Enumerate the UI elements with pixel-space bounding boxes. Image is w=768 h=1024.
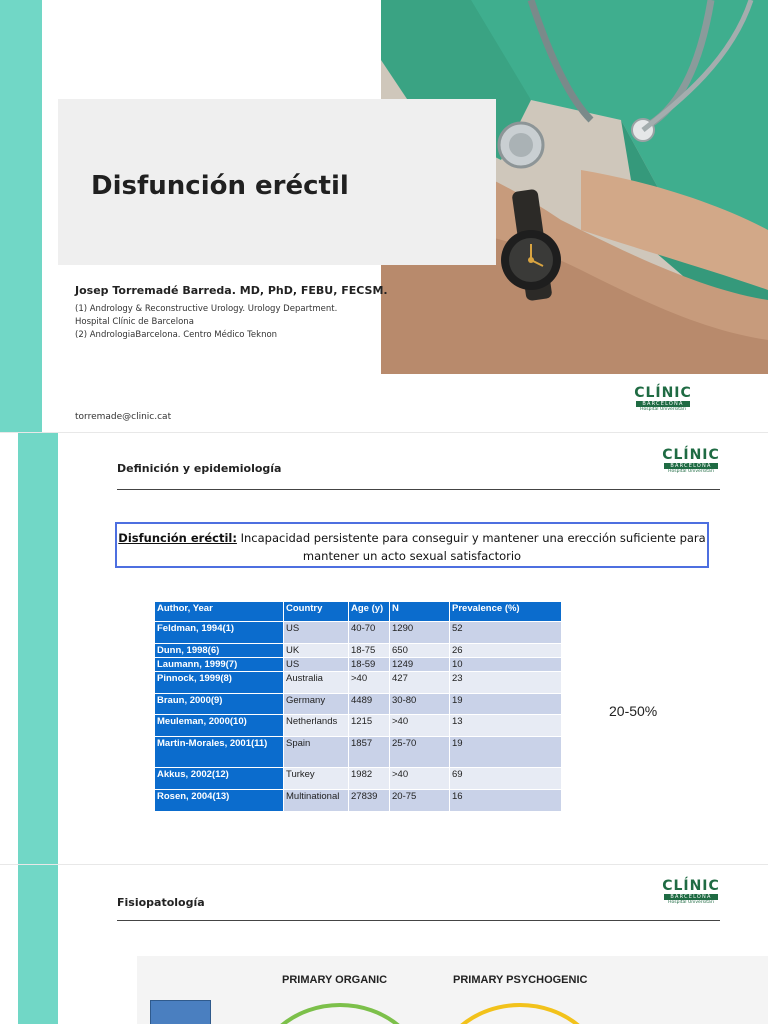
teal-accent-bar: [18, 433, 58, 864]
clinic-logo-sub: Hospital Universitari: [668, 900, 714, 905]
table-cell: 18-59: [349, 658, 390, 672]
table-row: [155, 768, 562, 790]
author-name: Josep Torremadé Barreda. MD, PhD, FEBU, FECSM.: [75, 284, 388, 297]
affiliation-line: (2) AndrologiaBarcelona. Centro Médico Teknon: [75, 330, 278, 340]
title-slide: [0, 0, 768, 432]
table-cell: 27839: [349, 790, 390, 812]
table-cell: Germany: [284, 694, 349, 715]
table-cell: 26: [450, 644, 562, 658]
table-row: [155, 644, 562, 658]
clinic-logo-sub: Hospital Universitari: [668, 469, 714, 474]
table-cell: 4489: [349, 694, 390, 715]
table-cell: Braun, 2000(9): [155, 694, 284, 715]
table-row: [155, 790, 562, 812]
table-cell: 30-80: [390, 694, 450, 715]
table-cell: 19: [450, 737, 562, 768]
table-cell: >40: [349, 672, 390, 694]
table-cell: US: [284, 622, 349, 644]
clinic-logo-city: BARCELONA: [664, 894, 718, 900]
header-divider: [117, 489, 720, 490]
clinic-logo-name: CLÍNIC: [662, 447, 720, 463]
table-cell: 20-75: [390, 790, 450, 812]
label-primary-psychogenic: PRIMARY PSYCHOGENIC: [453, 974, 588, 986]
table-cell: 23: [450, 672, 562, 694]
clinic-logo-sub: Hospital Universitari: [640, 407, 686, 412]
venn-arcs: [0, 865, 768, 1024]
table-cell: 650: [390, 644, 450, 658]
table-cell: 13: [450, 715, 562, 737]
teal-accent-bar: [0, 0, 42, 432]
table-cell: 69: [450, 768, 562, 790]
table-cell: Turkey: [284, 768, 349, 790]
table-row: [155, 658, 562, 672]
author-email[interactable]: torremade@clinic.cat: [75, 412, 172, 422]
psychogenic-circle: [435, 1005, 605, 1024]
table-row: [155, 715, 562, 737]
epidemiology-slide: [0, 432, 768, 864]
table-cell: Martin-Morales, 2001(11): [155, 737, 284, 768]
table-cell: 1290: [390, 622, 450, 644]
definition-term: Disfunción eréctil:: [118, 531, 237, 545]
table-cell: 16: [450, 790, 562, 812]
prevalence-range: 20-50%: [609, 703, 658, 719]
table-cell: Australia: [284, 672, 349, 694]
table-cell: 1249: [390, 658, 450, 672]
column-header: Author, Year: [155, 602, 284, 622]
presentation-title: Disfunción eréctil: [91, 171, 349, 201]
clinic-logo-name: CLÍNIC: [634, 385, 692, 401]
table-cell: Dunn, 1998(6): [155, 644, 284, 658]
table-cell: 427: [390, 672, 450, 694]
table-cell: 52: [450, 622, 562, 644]
column-header: Country: [284, 602, 349, 622]
section-title: Definición y epidemiología: [117, 462, 282, 475]
table-cell: 10: [450, 658, 562, 672]
definition-text: Incapacidad persistente para conseguir y mantener una erección suficiente para mantener un acto sexual satisfactorio: [240, 531, 706, 563]
table-cell: Pinnock, 1999(8): [155, 672, 284, 694]
clinic-logo-city: BARCELONA: [664, 463, 718, 469]
table-cell: Laumann, 1999(7): [155, 658, 284, 672]
table-cell: 25-70: [390, 737, 450, 768]
table-header-row: [155, 602, 562, 622]
table-cell: Meuleman, 2000(10): [155, 715, 284, 737]
label-primary-organic: PRIMARY ORGANIC: [282, 974, 388, 986]
table-cell: 1857: [349, 737, 390, 768]
table-cell: >40: [390, 768, 450, 790]
column-header: Prevalence (%): [450, 602, 562, 622]
table-cell: Multinational: [284, 790, 349, 812]
clinic-logo: [662, 448, 720, 475]
pathophysiology-slide: [0, 864, 768, 1024]
affiliation-line: (1) Andrology & Reconstructive Urology. Urology Department.: [75, 304, 338, 314]
clinic-logo-city: BARCELONA: [636, 401, 690, 407]
table-row: [155, 737, 562, 768]
table-cell: >40: [390, 715, 450, 737]
table-cell: Netherlands: [284, 715, 349, 737]
prevalence-table: [154, 601, 562, 812]
table-cell: Spain: [284, 737, 349, 768]
column-header: N: [390, 602, 450, 622]
table-cell: Akkus, 2002(12): [155, 768, 284, 790]
table-cell: 18-75: [349, 644, 390, 658]
title-box: [58, 99, 496, 265]
table-cell: US: [284, 658, 349, 672]
column-header: Age (y): [349, 602, 390, 622]
table-cell: UK: [284, 644, 349, 658]
section-title: Fisiopatología: [117, 896, 205, 909]
table-row: [155, 672, 562, 694]
affiliation-line: Hospital Clínic de Barcelona: [75, 317, 194, 327]
table-row: [155, 622, 562, 644]
table-row: [155, 694, 562, 715]
organic-circle: [255, 1005, 425, 1024]
table-cell: 1215: [349, 715, 390, 737]
definition-box: [115, 522, 709, 568]
clinic-logo-name: CLÍNIC: [662, 878, 720, 894]
clinic-logo: [634, 386, 692, 413]
table-cell: Feldman, 1994(1): [155, 622, 284, 644]
table-cell: 19: [450, 694, 562, 715]
table-cell: Rosen, 2004(13): [155, 790, 284, 812]
table-cell: 1982: [349, 768, 390, 790]
table-cell: 40-70: [349, 622, 390, 644]
